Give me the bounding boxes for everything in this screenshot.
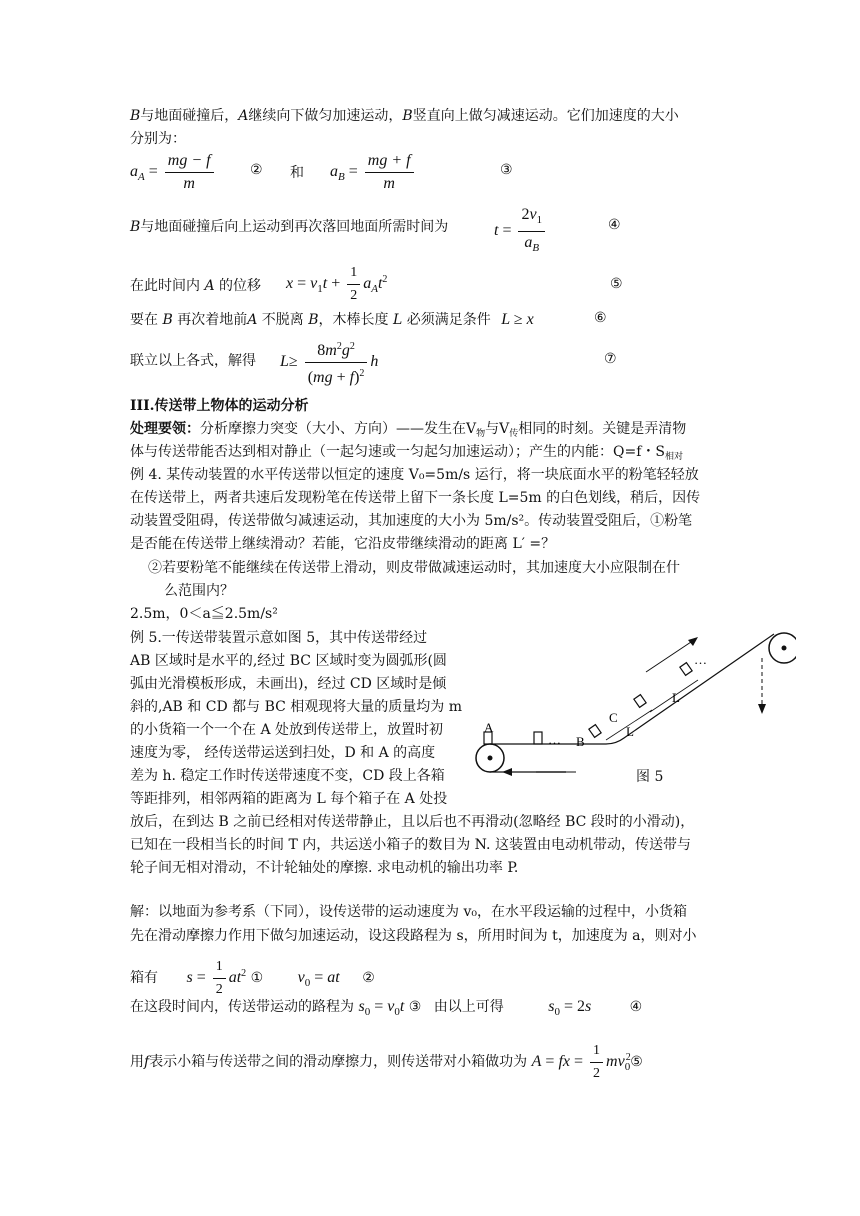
label-l: L bbox=[672, 690, 680, 705]
cargo-box bbox=[680, 663, 692, 676]
paragraph-line: 放后，在到达 B 之前已经相对传送带静止，且以后也不再滑动(忽略经 BC 段时的小滑动)， bbox=[130, 814, 695, 830]
paragraph-line: 等距排列，相邻两箱的距离为 L 每个箱子在 A 处投 bbox=[130, 791, 448, 807]
text: 相同的时刻。关键是弄清物 bbox=[518, 421, 687, 437]
paragraph-line bbox=[130, 442, 683, 467]
paragraph-line: 斜的,AB 和 CD 都与 BC 相观现将大量的质量均为 m bbox=[130, 699, 463, 715]
cargo-box bbox=[634, 695, 646, 708]
paragraph-line bbox=[130, 106, 679, 126]
figure-label: 图 5 bbox=[636, 769, 664, 785]
paragraph-line: 箱有 s = $\frac{1}{2}$ $at^2$ ① $v_0$ = at ② bbox=[130, 956, 375, 1001]
equation-row: t = $\frac{2v_1}{a_B}$ bbox=[494, 204, 548, 259]
paragraph-line: 先在滑动摩擦力作用下做匀加速运动，设这段路程为 s，所用时间为 t，加速度为 a，则对小 bbox=[130, 928, 697, 944]
paragraph-line bbox=[130, 351, 256, 371]
label-l: L bbox=[626, 724, 634, 739]
dots: … bbox=[694, 652, 707, 667]
text: 继续向下做匀加速运动， bbox=[248, 108, 403, 124]
incline-arrow bbox=[646, 640, 694, 672]
text: 必须满足条件 bbox=[406, 312, 491, 328]
paragraph-line: 是否能在传送带上继续滑动？若能，它沿皮带继续滑动的距离 L′ =？ bbox=[130, 536, 556, 552]
var-b: B bbox=[130, 219, 141, 235]
text: 箱有 bbox=[130, 970, 158, 987]
eq-number: ② bbox=[362, 970, 375, 987]
wheel-axle bbox=[488, 756, 493, 761]
var-a: A bbox=[247, 312, 258, 328]
label-b: B bbox=[576, 734, 585, 749]
conveyor-diagram bbox=[466, 628, 796, 788]
label-a: A bbox=[484, 720, 494, 735]
paragraph-line: 差为 h. 稳定工作时传送带速度不变，CD 段上各箱 bbox=[130, 768, 445, 784]
paragraph-line: 弧由光滑模板形成，未画出)，经过 CD 区域时是倾 bbox=[130, 676, 447, 692]
text: 和 bbox=[290, 165, 304, 181]
wheel-axle bbox=[782, 646, 787, 651]
paragraph-line: 的小货箱一个一个在 A 处放到传送带上，放置时初 bbox=[130, 722, 444, 738]
text: 物 bbox=[476, 429, 486, 439]
paragraph-line: 速度为零， 经传送带运送到扫处，D 和 A 的高度 bbox=[130, 745, 436, 761]
eq-number: ③ bbox=[408, 999, 422, 1015]
var-b: B bbox=[162, 312, 173, 328]
arrow-head bbox=[502, 768, 512, 776]
eq-number: ① bbox=[250, 970, 264, 987]
text: 再次着地前 bbox=[177, 312, 248, 328]
paragraph-line bbox=[130, 419, 686, 444]
text: 相对 bbox=[664, 452, 683, 462]
label-c: C bbox=[609, 710, 618, 725]
equation-row: $a_B$ = $\frac{mg + f}{m}$ bbox=[330, 150, 417, 195]
text: 竖直向上做匀减速运动。它们加速度的大小 bbox=[412, 108, 679, 124]
answer-line: 2.5m，0＜a≦2.5m/s² bbox=[130, 606, 278, 622]
paragraph-line: 动装置受阻碍，传送带做匀减速运动，其加速度的大小为 5m/s²。传动装置受阻后，①粉笔 bbox=[130, 513, 693, 529]
section-title: III.传送带上物体的运动分析 bbox=[130, 398, 309, 414]
paragraph-line: 要在 B 再次着地前A 不脱离 B，木棒长度 L 必须满足条件 L ≥ x bbox=[130, 311, 534, 328]
var-b: B bbox=[402, 108, 413, 124]
paragraph-line: 例 5.一传送带装置示意如图 5，其中传送带经过 bbox=[130, 630, 428, 646]
paragraph-line bbox=[130, 276, 261, 296]
text: 用 bbox=[130, 1054, 144, 1071]
var-a: A bbox=[238, 108, 249, 124]
text: 分别为： bbox=[130, 131, 186, 147]
paragraph-line: ②若要粉笔不能继续在传送带上滑动，则皮带做减速运动时，其加速度大小应限制在什 bbox=[148, 560, 680, 576]
text: 在此时间内 bbox=[130, 278, 200, 294]
eq-number: ④ bbox=[629, 999, 643, 1015]
eq-number: ③ bbox=[500, 162, 513, 178]
paragraph-line bbox=[130, 217, 448, 237]
paragraph-line: 用f表示小箱与传送带之间的滑动摩擦力，则传送带对小箱做功为 A = fx = $\frac{1}{2}$ $mv^2_0⑤$ bbox=[130, 1040, 643, 1085]
text: 表示小箱与传送带之间的滑动摩擦力，则传送带对小箱做功为 bbox=[149, 1054, 528, 1071]
text: 由以上可得 bbox=[433, 999, 504, 1015]
paragraph-line: 例 4. 某传动装置的水平传送带以恒定的速度 V₀=5m/s 运行，将一块底面水平的粉笔轻轻放 bbox=[130, 467, 699, 483]
eq-number: ② bbox=[250, 162, 263, 178]
var-a: A bbox=[204, 278, 215, 294]
down-arrow bbox=[758, 704, 766, 714]
eq-number: ⑤ bbox=[610, 276, 623, 292]
cargo-box bbox=[589, 725, 601, 738]
equation-row: L≥ $\frac{8m^2g^2}{(mg + f)^2}$ h bbox=[280, 336, 378, 389]
paragraph-line: AB 区域时是水平的,经过 BC 区域时变为圆弧形(圆 bbox=[130, 653, 447, 669]
eq-number: ④ bbox=[608, 217, 621, 233]
paragraph-line: 轮子间无相对滑动，不计轮轴处的摩擦. 求电动机的输出功率 P. bbox=[130, 860, 519, 876]
text: 传 bbox=[509, 429, 519, 439]
var-b: B bbox=[308, 312, 319, 328]
text: 联立以上各式，解得 bbox=[130, 353, 256, 369]
text: 分析摩擦力突变（大小、方向）——发生在V bbox=[200, 421, 477, 437]
cargo-box bbox=[534, 732, 542, 744]
paragraph-line: 解：以地面为参考系（下同），设传送带的运动速度为 v₀，在水平段运输的过程中，小货箱 bbox=[130, 904, 687, 920]
paragraph-line: 在传送带上，两者共速后发现粉笔在传送带上留下一条长度 L=5m 的白色划线，稍后，因传 bbox=[130, 490, 701, 506]
arrow-head bbox=[688, 637, 698, 646]
paragraph-line: 么范围内？ bbox=[164, 583, 234, 599]
text: 在这段时间内，传送带运动的路程为 bbox=[130, 999, 354, 1015]
equation-row: $a_A$ = $\frac{mg - f}{m}$ bbox=[130, 150, 217, 195]
text: 与地面碰撞后， bbox=[140, 108, 239, 124]
text: 与V bbox=[485, 421, 510, 437]
text: 与地面碰撞后向上运动到再次落回地面所需时间为 bbox=[140, 219, 449, 235]
equation-row: $x = v_1t$ + $\frac{1}{2}$ $a_At^2$ bbox=[286, 262, 387, 307]
text: 的位移 bbox=[219, 278, 262, 294]
var-b: B bbox=[130, 108, 141, 124]
paragraph-line: 已知在一段相当长的时间 T 内，共运送小箱子的数目为 N. 这装置由电动机带动，传送带与 bbox=[130, 837, 691, 853]
eq-number: ⑥ bbox=[594, 310, 607, 326]
paragraph-line: 在这段时间内，传送带运动的路程为 $s_0 = v_0t$ ③ 由以上可得 $s_0 = 2s$ ④ bbox=[130, 998, 643, 1018]
eq-number: ⑦ bbox=[604, 351, 617, 367]
text: ，木棒长度 bbox=[318, 312, 389, 328]
text: 要在 bbox=[130, 312, 158, 328]
paragraph-line bbox=[130, 129, 186, 149]
dots: … bbox=[548, 732, 561, 747]
eq-number: ⑤ bbox=[630, 1054, 643, 1071]
text: 不脱离 bbox=[261, 312, 304, 328]
text: 体与传送带能否达到相对静止（一起匀速或一匀起匀加速运动）；产生的内能：Q=f・S bbox=[130, 444, 665, 460]
text: 处理要领： bbox=[130, 421, 200, 437]
